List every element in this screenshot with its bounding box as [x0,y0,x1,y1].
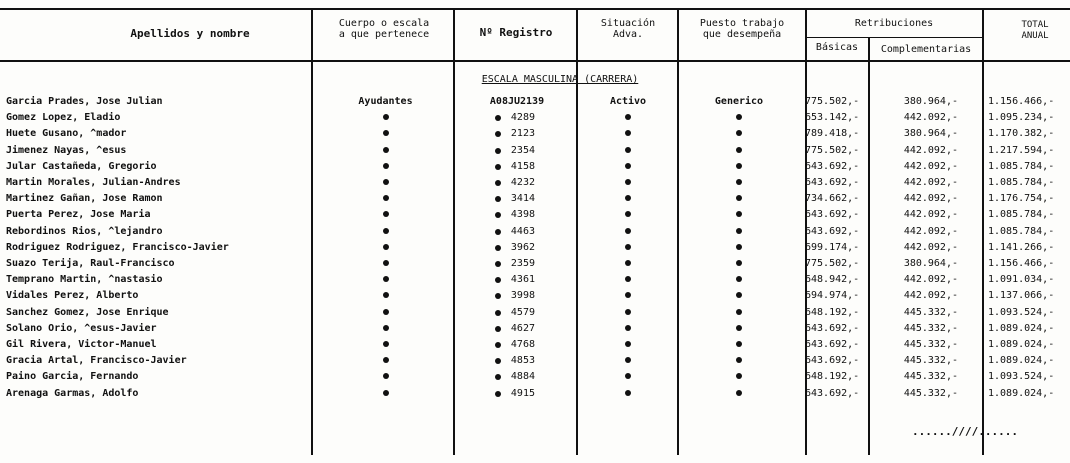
registro-number: 2354 [510,144,535,156]
ditto-mark-puesto [678,208,800,222]
row-total: 1.170.382,- [988,128,1055,140]
row-complementarias: 445.332,- [903,355,958,367]
row-name: Gracia Artal, Francisco-Javier [6,355,187,367]
row-name: Paino Garcia, Fernando [6,371,139,383]
table-row [0,338,1070,354]
row-basicas: 734.662,- [805,193,860,205]
row-name: Arenaga Garmas, Adolfo [6,387,139,399]
ditto-mark-puesto [678,273,800,287]
ditto-mark-cuerpo [318,127,453,141]
row-total: 1.176.754,- [988,193,1055,205]
row-complementarias: 445.332,- [903,322,958,334]
row-complementarias: 442.092,- [903,225,958,237]
table-row [0,306,1070,322]
row-name: Jular Castañeda, Gregorio [6,160,157,172]
table-row [0,370,1070,386]
row-basicas: 699.174,- [805,241,860,253]
row-total: 1.089.024,- [988,387,1055,399]
row-total: 1.093.524,- [988,306,1055,318]
ditto-mark-situacion [578,322,678,336]
row-complementarias: 380.964,- [903,258,958,269]
ditto-mark-puesto [678,322,800,336]
row-basicas: 789.418,- [805,128,860,140]
row-basicas: 648.192,- [805,306,860,318]
row-name: Sanchez Gomez, Jose Enrique [6,306,169,318]
ditto-mark-puesto [678,176,800,190]
row-total: 1.085.784,- [988,160,1055,172]
retribuciones-divider [806,37,982,38]
row-total: 1.089.024,- [988,322,1055,334]
table-row [0,208,1070,224]
ditto-mark-situacion [578,225,678,239]
ditto-mark-situacion [578,338,678,352]
registro-number: 4398 [510,209,535,221]
row-name: Martin Morales, Julian-Andres [6,177,181,188]
row-name: Gil Rivera, Victor-Manuel [6,339,157,350]
row-total: 1.095.234,- [988,112,1055,124]
row-complementarias: 442.092,- [903,177,958,188]
header-name: Apellidos y nombre [130,27,250,40]
registro-number: 4768 [510,339,535,350]
ditto-mark-cuerpo [318,176,453,190]
row-basicas: 775.502,- [805,258,860,269]
ditto-mark-puesto [678,370,800,384]
ditto-mark-cuerpo [318,144,453,158]
registro-number: 3998 [510,290,535,302]
row-basicas: 653.142,- [805,112,860,124]
registro-number: 4232 [510,177,535,188]
ditto-mark-cuerpo [318,306,453,320]
table-row [0,144,1070,160]
ditto-mark-puesto [678,144,800,158]
row-total: 1.156.466,- [988,96,1055,107]
row-total: 1.217.594,- [988,144,1055,156]
row-complementarias: 445.332,- [903,387,958,399]
registro-number: 4463 [510,225,535,237]
registro-number: 4853 [510,355,535,367]
row-total: 1.093.524,- [988,371,1055,383]
header-registro: Nº Registro [479,26,553,39]
row-basicas: 643.692,- [805,209,860,221]
row-complementarias: 442.092,- [903,160,958,172]
row-name: Rodriguez Rodriguez, Francisco-Javier [6,241,229,253]
ditto-mark-situacion [578,160,678,174]
ditto-mark-situacion [578,144,678,158]
row-name: Gomez Lopez, Eladio [6,112,121,124]
registro-number: 4158 [510,160,535,172]
ditto-mark-situacion [578,387,678,401]
table-row [0,273,1070,289]
table-row [0,111,1070,127]
table-row [0,95,1070,111]
row-basicas: 643.692,- [805,355,860,367]
table-row [0,176,1070,192]
ditto-mark-cuerpo [318,354,453,368]
row-total: 1.089.024,- [988,355,1055,367]
table-row [0,225,1070,241]
header-situacion: Situación Adva. [600,18,656,40]
ditto-mark-cuerpo [318,338,453,352]
ditto-mark-cuerpo [318,208,453,222]
row-complementarias: 445.332,- [903,339,958,350]
table-row [0,192,1070,208]
row-complementarias: 442.092,- [903,193,958,205]
header-total: TOTAL ANUAL [1021,20,1049,41]
ditto-mark-cuerpo [318,241,453,255]
header-cuerpo: Cuerpo o escala a que pertenece [338,18,430,40]
row-basicas: 648.192,- [805,371,860,383]
row-name: Garcia Prades, Jose Julian [6,96,163,107]
ditto-mark-situacion [578,127,678,141]
row-name: Jimenez Nayas, ^esus [6,144,127,156]
ditto-mark-situacion [578,354,678,368]
table-row [0,289,1070,305]
row-name: Martinez Gañan, Jose Ramon [6,193,163,205]
row-total: 1.085.784,- [988,177,1055,188]
row-complementarias: 442.092,- [903,241,958,253]
ditto-mark-situacion [578,192,678,206]
row-basicas: 643.692,- [805,160,860,172]
header-puesto: Puesto trabajo que desempeña [699,18,785,40]
registro-number: 2123 [510,128,535,140]
registro-number: 4361 [510,274,535,286]
row-complementarias: 442.092,- [903,112,958,124]
row-complementarias: 380.964,- [903,96,958,107]
row-basicas: 643.692,- [805,339,860,350]
row-name: Huete Gusano, ^mador [6,128,127,140]
row-total: 1.085.784,- [988,225,1055,237]
header-retribuciones: Retribuciones [854,18,934,29]
footer-mark: ......////...... [912,425,1018,438]
row-total: 1.091.034,- [988,274,1055,286]
row-puesto: Generico [714,96,764,107]
ditto-mark-cuerpo [318,225,453,239]
ditto-mark-situacion [578,306,678,320]
ditto-mark-cuerpo [318,289,453,303]
row-total: 1.141.266,- [988,241,1055,253]
row-total: 1.089.024,- [988,339,1055,350]
ditto-mark-situacion [578,176,678,190]
row-complementarias: 445.332,- [903,306,958,318]
header-bottom-border [0,60,1070,62]
ditto-mark-cuerpo [318,111,453,125]
ditto-mark-puesto [678,354,800,368]
registro-number: 4579 [510,306,535,318]
row-basicas: 775.502,- [805,96,860,107]
row-cuerpo: Ayudantes [358,96,413,107]
ditto-mark-puesto [678,225,800,239]
row-basicas: 643.692,- [805,225,860,237]
row-complementarias: 445.332,- [903,371,958,383]
section-title: ESCALA MASCULINA (CARRERA) [481,74,639,85]
ditto-mark-situacion [578,370,678,384]
row-basicas: 643.692,- [805,177,860,188]
row-basicas: 643.692,- [805,387,860,399]
row-total: 1.085.784,- [988,209,1055,221]
row-total: 1.156.466,- [988,258,1055,269]
ditto-mark-cuerpo [318,322,453,336]
registro-number: 4627 [510,322,535,334]
table-row [0,241,1070,257]
ditto-mark-puesto [678,127,800,141]
registro-number: 4884 [510,371,535,383]
row-name: Puerta Perez, Jose Maria [6,209,151,221]
ditto-mark-situacion [578,273,678,287]
table-row [0,322,1070,338]
registro-number: 3414 [510,193,535,205]
ditto-mark-situacion [578,289,678,303]
ditto-mark-puesto [678,192,800,206]
row-basicas: 643.692,- [805,322,860,334]
row-name: Solano Orio, ^esus-Javier [6,322,157,334]
ditto-mark-situacion [578,241,678,255]
row-complementarias: 442.092,- [903,144,958,156]
ditto-mark-situacion [578,111,678,125]
table-row [0,257,1070,273]
registro-number: 2359 [510,258,535,269]
ditto-mark-puesto [678,289,800,303]
ditto-mark-puesto [678,111,800,125]
row-complementarias: 380.964,- [903,128,958,140]
ditto-mark-puesto [678,387,800,401]
table-row [0,354,1070,370]
row-basicas: 694.974,- [805,290,860,302]
header-complementarias: Complementarias [880,44,972,55]
row-complementarias: 442.092,- [903,209,958,221]
row-complementarias: 442.092,- [903,290,958,302]
row-basicas: 775.502,- [805,144,860,156]
ditto-mark-puesto [678,338,800,352]
header-basicas: Básicas [815,42,859,53]
ditto-mark-puesto [678,257,800,271]
ditto-mark-cuerpo [318,160,453,174]
row-name: Temprano Martin, ^nastasio [6,274,163,286]
table-row [0,387,1070,403]
row-situacion: Activo [609,96,647,107]
row-name: Vidales Perez, Alberto [6,290,139,302]
ditto-mark-cuerpo [318,387,453,401]
ditto-mark-puesto [678,160,800,174]
row-total: 1.137.066,- [988,290,1055,302]
ditto-mark-puesto [678,241,800,255]
table-top-border [0,8,1070,10]
registro-code: A08JU2139 [489,96,545,107]
ditto-mark-cuerpo [318,192,453,206]
row-basicas: 648.942,- [805,274,860,286]
table-row [0,160,1070,176]
ditto-mark-cuerpo [318,370,453,384]
registro-number: 4289 [510,112,535,124]
table-row [0,127,1070,143]
registro-number: 3962 [510,241,535,253]
ditto-mark-puesto [678,306,800,320]
ditto-mark-situacion [578,208,678,222]
row-name: Rebordinos Rios, ^lejandro [6,225,163,237]
ditto-mark-cuerpo [318,257,453,271]
row-name: Suazo Terija, Raul-Francisco [6,258,175,269]
ditto-mark-cuerpo [318,273,453,287]
ditto-mark-situacion [578,257,678,271]
row-complementarias: 442.092,- [903,274,958,286]
registro-number: 4915 [510,387,535,399]
